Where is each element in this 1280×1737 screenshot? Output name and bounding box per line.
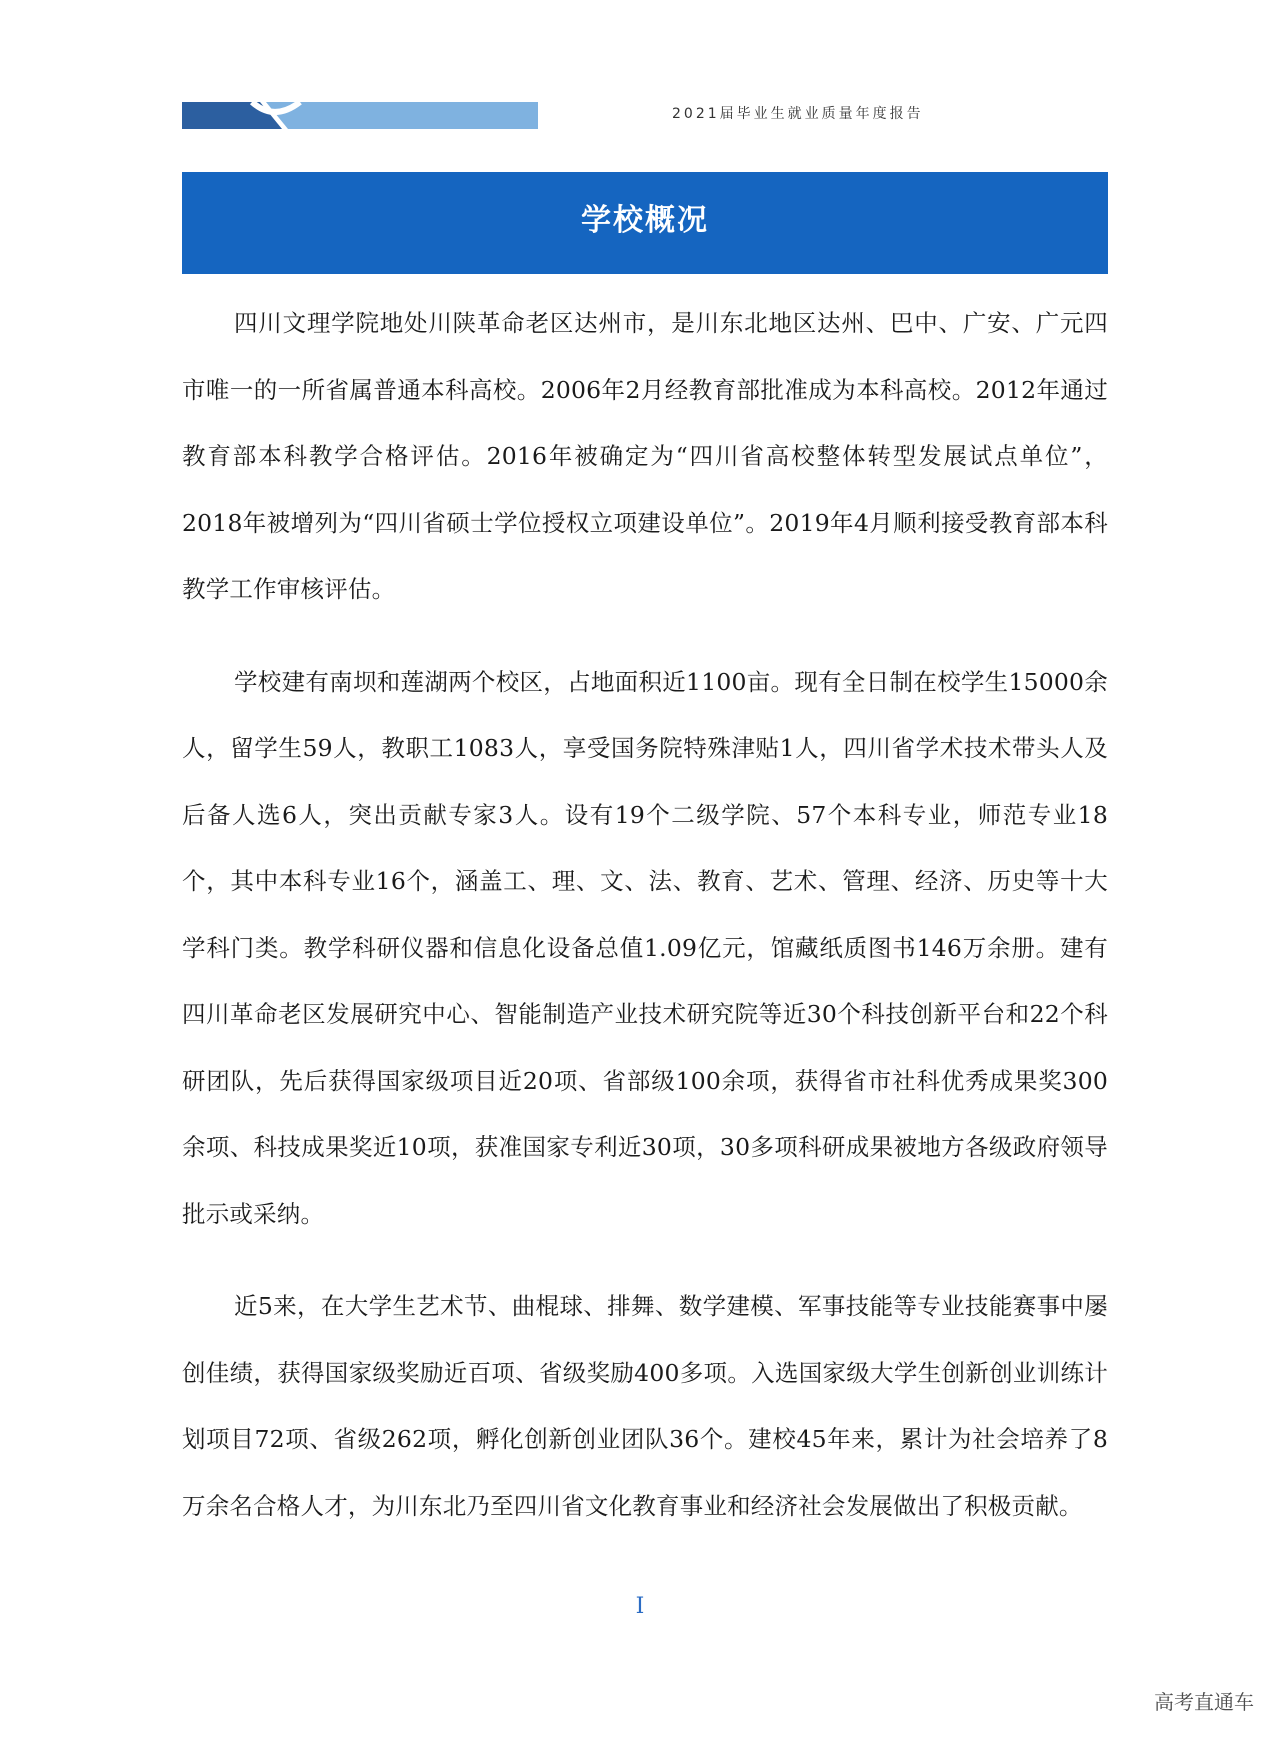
body-text — [182, 290, 1108, 1565]
paragraph-campus: 学校建有南坝和莲湖两个校区，占地面积近1100亩。现有全日制在校学生15000余人，留学生59人，教职工1083人，享受国务院特殊津贴1人，四川省学术技术带头人及后备人选6人，突出贡献专家3人。设有19个二级学院、57个本科专业，师范专业18个，其中本科专业16个，涵盖工、理、文、法、教育、艺术、管理、经济、历史等十大学科门类。教学科研仪器和信息化设备总值1.09亿元，馆藏纸质图书146万余册。建有四川革命老区发展研究中心、智能制造产业技术研究院等近30个科技创新平台和22个科研团队，先后获得国家级项目近20项、省部级100余项，获得省市社科优秀成果奖300余项、科技成果奖近10项，获准国家专利近30项，30多项科研成果被地方各级政府领导批示或采纳。 — [182, 667, 1108, 1228]
watermark: 高考直通车 — [1154, 1690, 1254, 1714]
header-decoration-band — [182, 102, 538, 129]
section-title: 学校概况 — [581, 203, 709, 238]
section-banner — [182, 172, 1108, 274]
paragraph-intro: 四川文理学院地处川陕革命老区达州市，是川东北地区达州、巴中、广安、广元四市唯一的一所省属普通本科高校。2006年2月经教育部批准成为本科高校。2012年通过教育部本科教学合格评估。2016年被确定为“四川省高校整体转型发展试点单位”，2018年被增列为“四川省硕士学位授权立项建设单位”。2019年4月顺利接受教育部本科教学工作审核评估。 — [182, 309, 1108, 603]
report-title: 2021届毕业生就业质量年度报告 — [672, 106, 924, 122]
page-number: I — [635, 1594, 645, 1619]
paragraph-achievements: 近5来，在大学生艺术节、曲棍球、排舞、数学建模、军事技能等专业技能赛事中屡创佳绩，获得国家级奖励近百项、省级奖励400多项。入选国家级大学生创新创业训练计划项目72项、省级262项，孵化创新创业团队36个。建校45年来，累计为社会培养了8万余名合格人才，为川东北乃至四川省文化教育事业和经济社会发展做出了积极贡献。 — [182, 1292, 1108, 1520]
header-band-graphic — [182, 102, 538, 129]
